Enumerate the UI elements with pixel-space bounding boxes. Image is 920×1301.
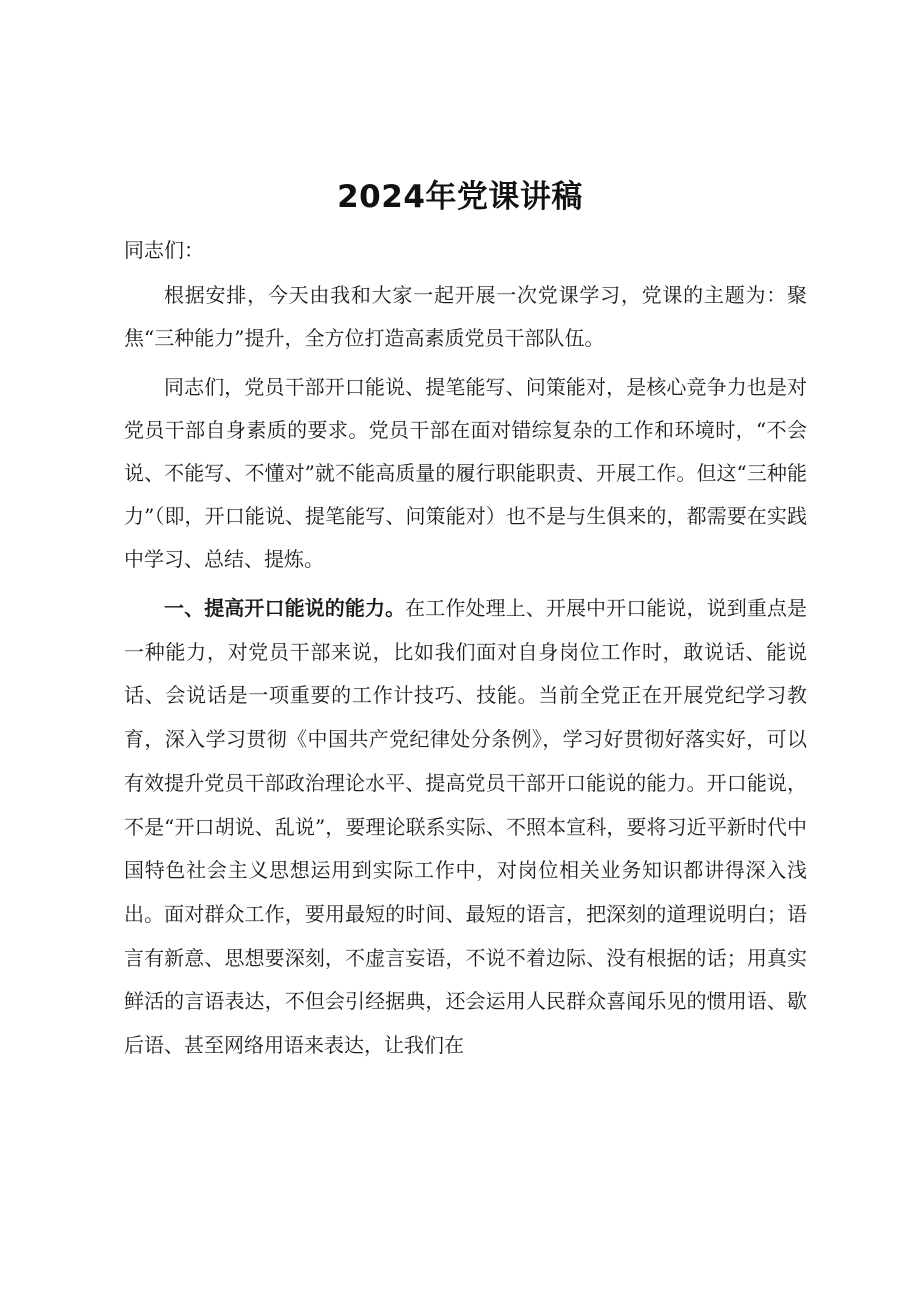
paragraph-three-abilities xyxy=(124,366,807,581)
document-body xyxy=(124,228,807,1068)
paragraph-intro xyxy=(124,274,807,360)
paragraph-three-abilities-text: 同志们，党员干部开口能说、提笔能写、问策能对，是核心竞争力也是对党员干部自身素质的要求。党员干部在面对错综复杂的工作和环境时，“不会说、不能写、不懂对”就不能高质量的履行职能职责、开展工作。但这“三种能力”（即，开口能说、提笔能写、问策能对）也不是与生俱来的，都需要在实践中学习、总结、提炼。 xyxy=(124,375,807,571)
paragraph-speaking-ability-text: 在工作处理上、开展中开口能说，说到重点是一种能力，对党员干部来说，比如我们面对自身岗位工作时，敢说话、能说话、会说话是一项重要的工作计技巧、技能。当前全党正在开展党纪学习教育，深入学习贯彻《中国共产党纪律处分条例》，学习好贯彻好落实好，可以有效提升党员干部政治理论水平、提高党员干部开口能说的能力。开口能说，不是“开口胡说、乱说”，要理论联系实际、不照本宣科，要将习近平新时代中国特色社会主义思想运用到实际工作中，对岗位相关业务知识都讲得深入浅出。面对群众工作，要用最短的时间、最短的语言，把深刻的道理说明白；语言有新意、思想要深刻，不虚言妄语，不说不着边际、没有根据的话；用真实鲜活的言语表达，不但会引经据典，还会运用人民群众喜闻乐见的惯用语、歇后语、甚至网络用语来表达，让我们在 xyxy=(124,596,808,1058)
document-title: 2024年党课讲稿 xyxy=(337,179,583,215)
salutation: 同志们： xyxy=(124,238,204,262)
paragraph-intro-text: 根据安排，今天由我和大家一起开展一次党课学习，党课的主题为：聚焦“三种能力”提升，全方位打造高素质党员干部队伍。 xyxy=(124,283,807,350)
paragraph-speaking-ability xyxy=(124,587,807,1068)
section-heading: 一、提高开口能说的能力。 xyxy=(164,596,406,620)
